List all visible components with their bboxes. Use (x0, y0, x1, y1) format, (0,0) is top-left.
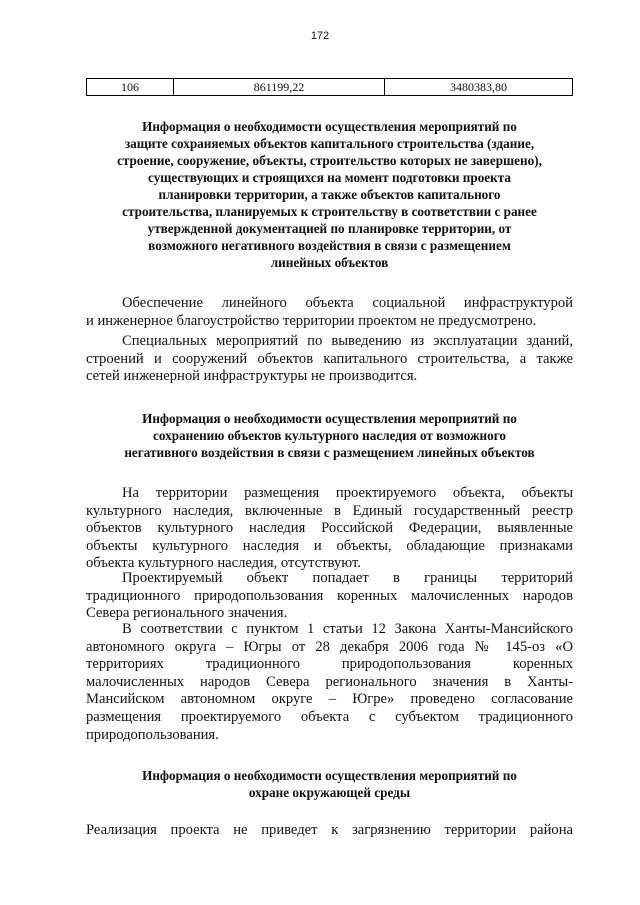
text-line: Мансийском автономном округе – Югре» проведено согласование (86, 691, 573, 708)
page-number: 172 (310, 30, 330, 42)
paragraph (86, 621, 573, 744)
heading-line: Информация о необходимости осуществления мероприятий по (142, 119, 517, 134)
table-cell: 861199,22 (174, 79, 385, 96)
heading-line: строение, сооружение, объекты, строительство которых не завершено), (117, 153, 542, 168)
text-line: территориях традиционного природопользования коренных (86, 656, 573, 673)
table-row (87, 79, 573, 96)
heading-line: Информация о необходимости осуществления мероприятий по (142, 411, 517, 426)
text-line: строений и сооружений объектов капитального строительства, а также (86, 350, 573, 367)
text-line: объекты культурного наследия и объекты, обладающие признаками (86, 537, 573, 554)
paragraph (86, 295, 573, 330)
text-line: Проектируемый объект попадает в границы территорий (122, 570, 573, 586)
text-line: культурного наследия, включенные в Единый государственный реестр (86, 502, 573, 519)
text-line: объекта культурного наследия, отсутствуют. (86, 555, 361, 572)
section-heading (86, 767, 573, 801)
text-line: и инженерное благоустройство территории проектом не предусмотрено. (86, 312, 537, 329)
text-line: На территории размещения проектируемого объекта, объекты (122, 485, 573, 501)
text-line: Реализация проекта не приведет к загрязнению территории района (86, 822, 573, 838)
text-line: малочисленных народов Севера регионального значения в Ханты- (86, 673, 573, 690)
paragraph (86, 485, 573, 573)
heading-line: утвержденной документацией по планировке территории, от (147, 221, 512, 236)
text-line: Севера регионального значения. (86, 605, 288, 622)
heading-line: существующих и строящихся на момент подготовки проекта (148, 170, 511, 185)
paragraph (86, 570, 573, 623)
text-line: природопользования. (86, 726, 219, 743)
heading-line: негативного воздействия в связи с размещением линейных объектов (124, 445, 535, 460)
heading-line: возможного негативного воздействия в связи с размещением (148, 238, 511, 253)
heading-line: сохранению объектов культурного наследия от возможного (152, 428, 506, 443)
text-line: Специальных мероприятий по выведению из эксплуатации зданий, (122, 333, 573, 349)
text-line: сетей инженерной инфраструктуры не производится. (86, 368, 418, 385)
text-line: размещения проектируемого объекта с субъектом традиционного (86, 708, 573, 725)
text-line: объектов культурного наследия Российской Федерации, выявленные (86, 520, 573, 537)
text-line: Обеспечение линейного объекта социальной инфраструктурой (122, 295, 573, 311)
heading-line: Информация о необходимости осуществления мероприятий по (142, 768, 517, 783)
section-heading (86, 118, 573, 271)
heading-line: линейных объектов (270, 255, 389, 270)
paragraph (86, 333, 573, 386)
section-heading (86, 410, 573, 461)
text-line: В соответствии с пунктом 1 статьи 12 Закона Ханты-Мансийского (122, 621, 573, 637)
heading-line: охране окружающей среды (248, 785, 411, 800)
heading-line: планировки территории, а также объектов капитального (158, 187, 501, 202)
text-line: автономного округа – Югры от 28 декабря 2006 года № 145-оз «О (86, 638, 573, 655)
heading-line: защите сохраняемых объектов капитального строительства (здание, (124, 136, 535, 151)
table-cell: 106 (87, 79, 174, 96)
data-table (86, 78, 573, 96)
table-cell: 3480383,80 (385, 79, 573, 96)
heading-line: строительства, планируемых к строительству в соответствии с ранее (122, 204, 537, 219)
text-line: традиционного природопользования коренных малочисленных народов (86, 587, 573, 604)
paragraph (86, 822, 573, 840)
